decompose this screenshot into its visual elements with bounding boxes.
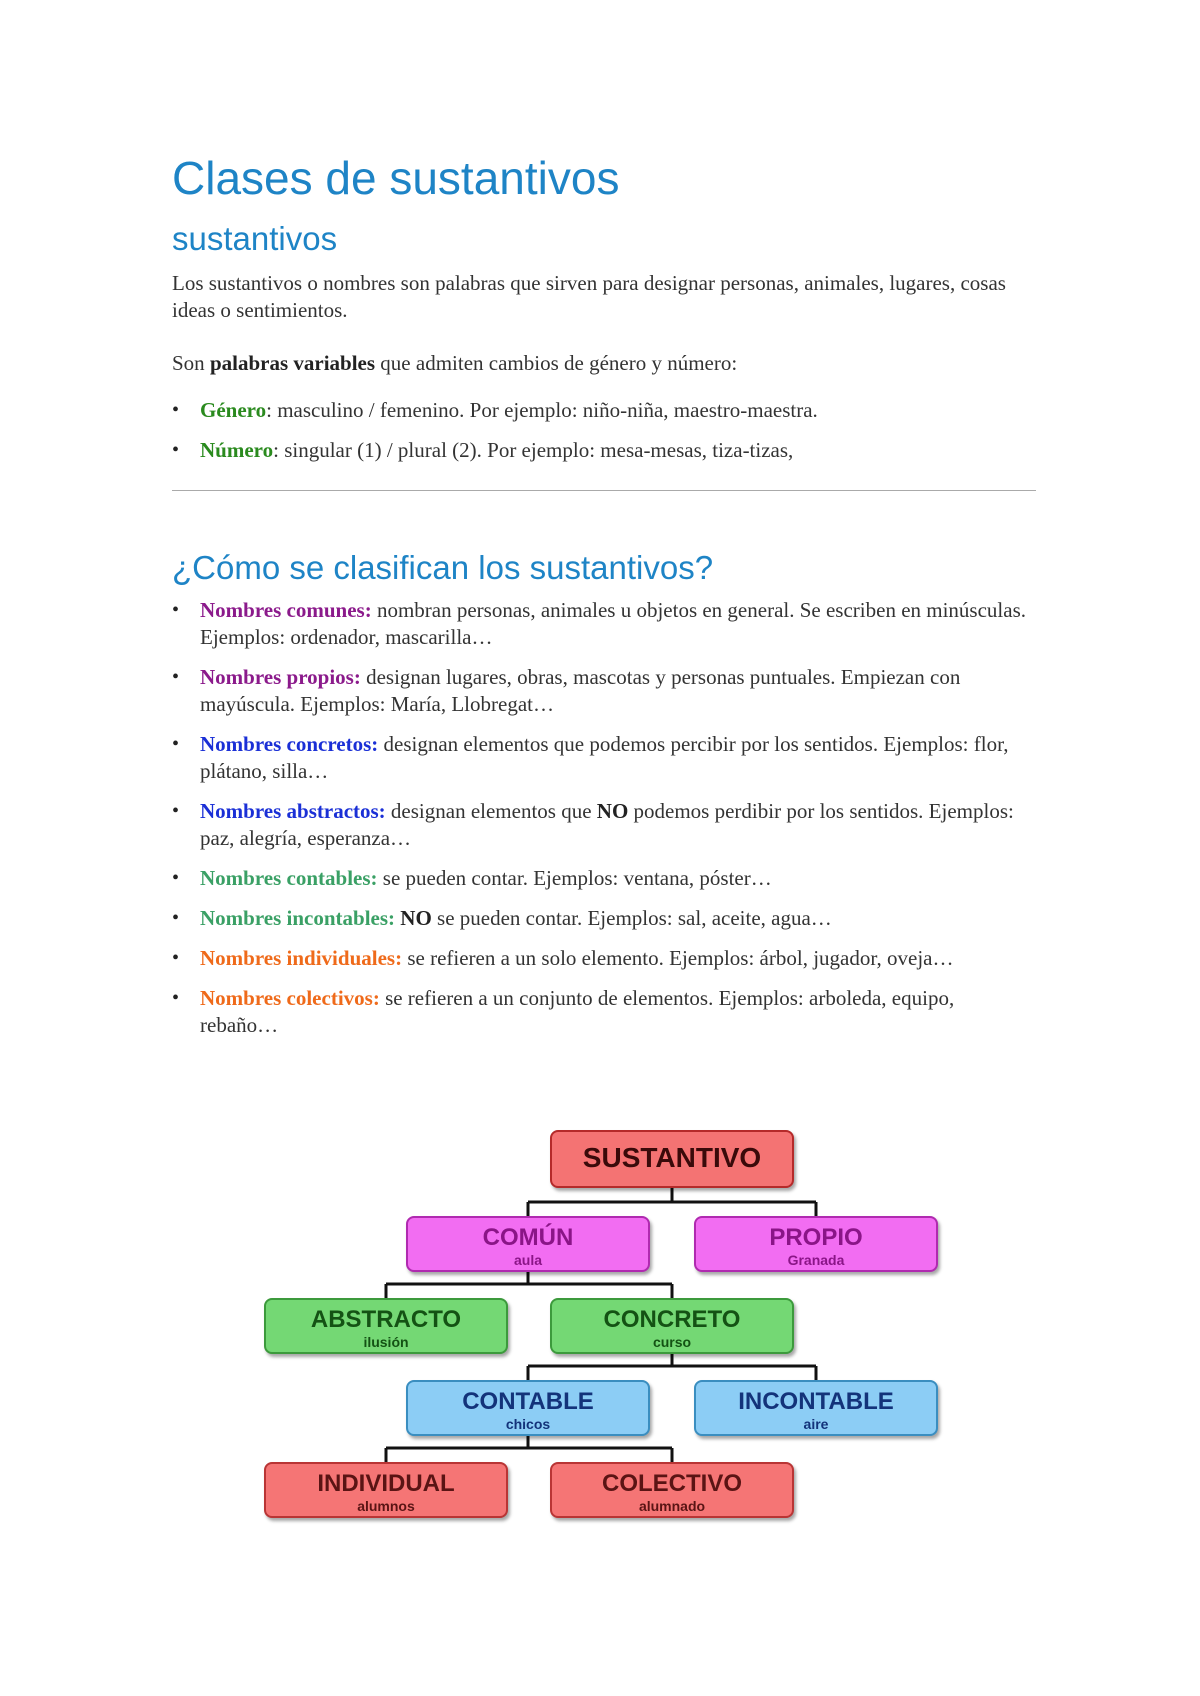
variables-paragraph: Son palabras variables que admiten cambios de género y número: [172, 351, 738, 375]
node-propio: PROPIO Granada [694, 1216, 938, 1272]
node-abstracto: ABSTRACTO ilusión [264, 1298, 508, 1354]
node-contable: CONTABLE chicos [406, 1380, 650, 1436]
term-comunes: Nombres comunes: [200, 598, 372, 622]
classification-list [172, 597, 1036, 1039]
term-concretos: Nombres concretos: [200, 732, 379, 756]
node-sustantivo: SUSTANTIVO [550, 1130, 794, 1188]
subtitle: sustantivos [172, 220, 338, 257]
list-item: • Género: masculino / femenino. Por ejemplo: niño-niña, maestro-maestra. [200, 397, 1036, 424]
list-item: • Nombres abstractos: designan elementos que NO podemos perdibir por los sentidos. Ejemplos: paz, alegría, esperanza… [200, 798, 1036, 852]
term-contables: Nombres contables: [200, 866, 378, 890]
variables-bold-term: palabras variables [209, 351, 376, 375]
noun-classification-diagram [264, 1128, 944, 1520]
list-item: • Nombres incontables: NO se pueden contar. Ejemplos: sal, aceite, agua… [200, 905, 1036, 932]
node-concreto: CONCRETO curso [550, 1298, 794, 1354]
list-item: • Nombres comunes: nombran personas, animales u objetos en general. Se escriben en minúsculas. Ejemplos: ordenador, mascarilla… [200, 597, 1036, 651]
page-title: Clases de sustantivos [172, 152, 620, 204]
list-item: • Nombres propios: designan lugares, obras, mascotas y personas puntuales. Empiezan con mayúscula. Ejemplos: María, Llobregat… [200, 664, 1036, 718]
node-comun: COMÚN aula [406, 1216, 650, 1272]
intro-paragraph: Los sustantivos o nombres son palabras que sirven para designar personas, animales, lugares, cosas ideas o sentimientos. [172, 271, 1006, 322]
term-individuales: Nombres individuales: [200, 946, 403, 970]
list-item: • Nombres contables: se pueden contar. Ejemplos: ventana, póster… [200, 865, 1036, 892]
term-genero: Género [200, 398, 267, 422]
term-colectivos: Nombres colectivos: [200, 986, 380, 1010]
term-abstractos: Nombres abstractos: [200, 799, 386, 823]
list-item: • Nombres colectivos: se refieren a un conjunto de elementos. Ejemplos: arboleda, equipo, rebaño… [200, 985, 1036, 1039]
list-item: • Número: singular (1) / plural (2). Por ejemplo: mesa-mesas, tiza-tizas, [200, 437, 1036, 464]
list-item: • Nombres individuales: se refieren a un solo elemento. Ejemplos: árbol, jugador, oveja… [200, 945, 1036, 972]
horizontal-divider [172, 490, 1036, 491]
section-title: ¿Cómo se clasifican los sustantivos? [172, 549, 714, 586]
list-item: • Nombres concretos: designan elementos que podemos percibir por los sentidos. Ejemplos: flor, plátano, silla… [200, 731, 1036, 785]
term-propios: Nombres propios: [200, 665, 361, 689]
node-incontable: INCONTABLE aire [694, 1380, 938, 1436]
term-numero: Número [200, 438, 274, 462]
term-incontables: Nombres incontables: [200, 906, 396, 930]
node-individual: INDIVIDUAL alumnos [264, 1462, 508, 1518]
document-page [172, 150, 1036, 1052]
variables-list [172, 397, 1036, 464]
node-colectivo: COLECTIVO alumnado [550, 1462, 794, 1518]
